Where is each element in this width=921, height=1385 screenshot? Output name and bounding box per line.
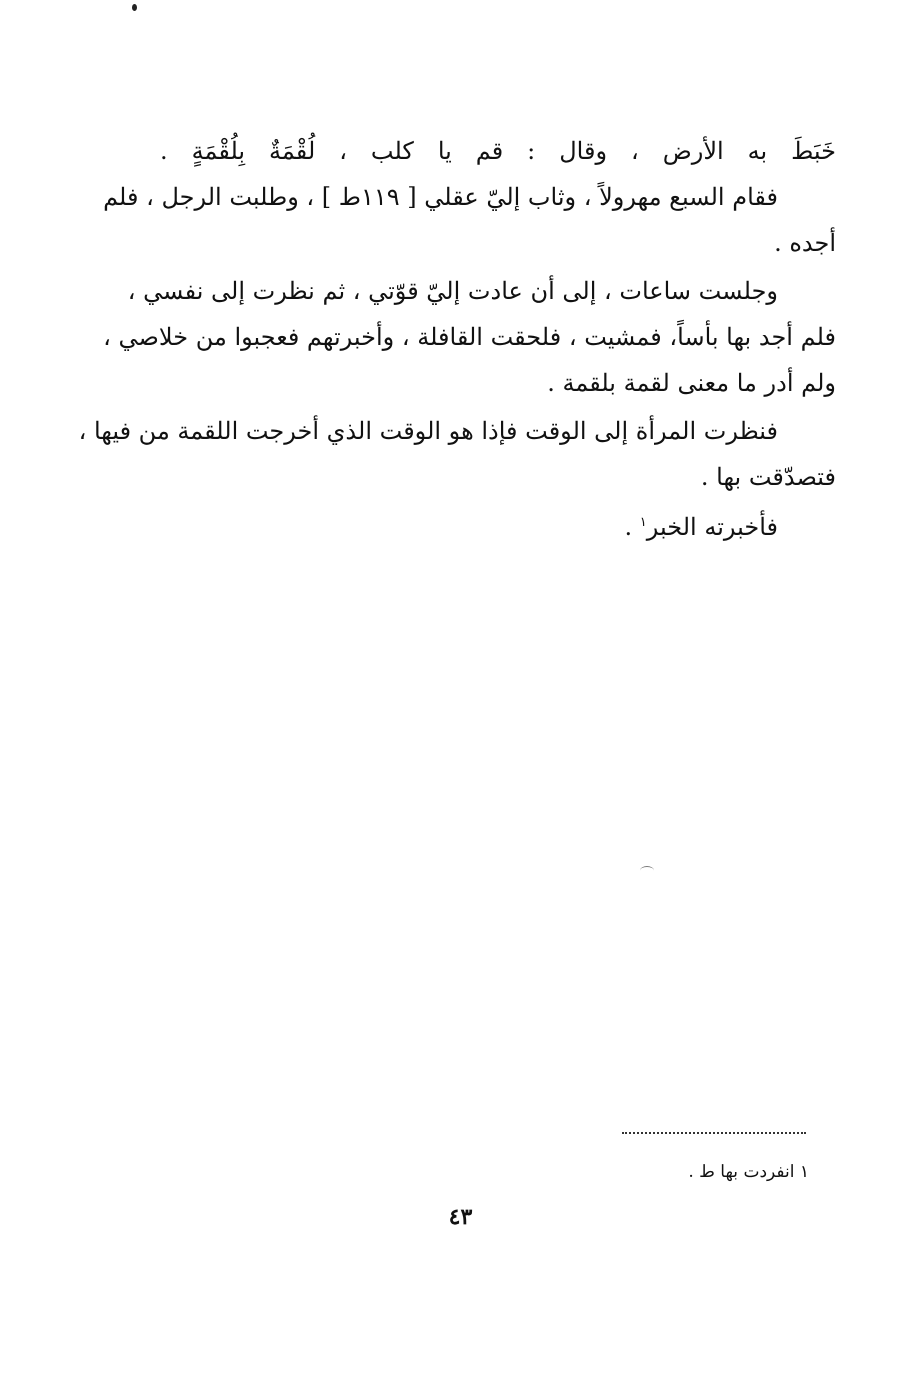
text-line: وجلست ساعات ، إلى أن عادت إليّ قوّتي ، ثم نظرت إلى نفسي ،	[127, 277, 778, 305]
ink-speck	[132, 4, 137, 11]
text-line-content: فأخبرته الخبر	[646, 513, 778, 541]
text-line: خَبَطَ به الأرض ، وقال : قم يا كلب ، لُقْمَةٌ بِلُقْمَةٍ .	[160, 137, 836, 165]
text-line: فقام السبع مهرولاً ، وثاب إليّ عقلي [ ١١٩ط ] ، وطلبت الرجل ، فلم	[103, 183, 778, 211]
text-line: ولم أدر ما معنى لقمة بلقمة .	[547, 369, 836, 397]
text-line: أجده .	[774, 229, 836, 257]
text-line: فنظرت المرأة إلى الوقت فإذا هو الوقت الذي أخرجت اللقمة من فيها ،	[78, 417, 778, 445]
body-text	[78, 128, 836, 550]
footnote-separator	[622, 1132, 806, 1134]
text-line	[160, 500, 836, 550]
text-line: فتصدّقت بها .	[700, 463, 836, 491]
page-number: ٤٣	[448, 1204, 473, 1230]
ink-speck	[640, 866, 654, 875]
text-line: فلم أجد بها بأساً، فمشيت ، فلحقت القافلة ، وأخبرتهم فعجبوا من خلاصي ،	[103, 323, 836, 351]
footnote-marker: ١	[639, 515, 647, 530]
footnote: ١ انفردت بها ط .	[688, 1162, 809, 1182]
text-line-end: .	[624, 513, 640, 541]
